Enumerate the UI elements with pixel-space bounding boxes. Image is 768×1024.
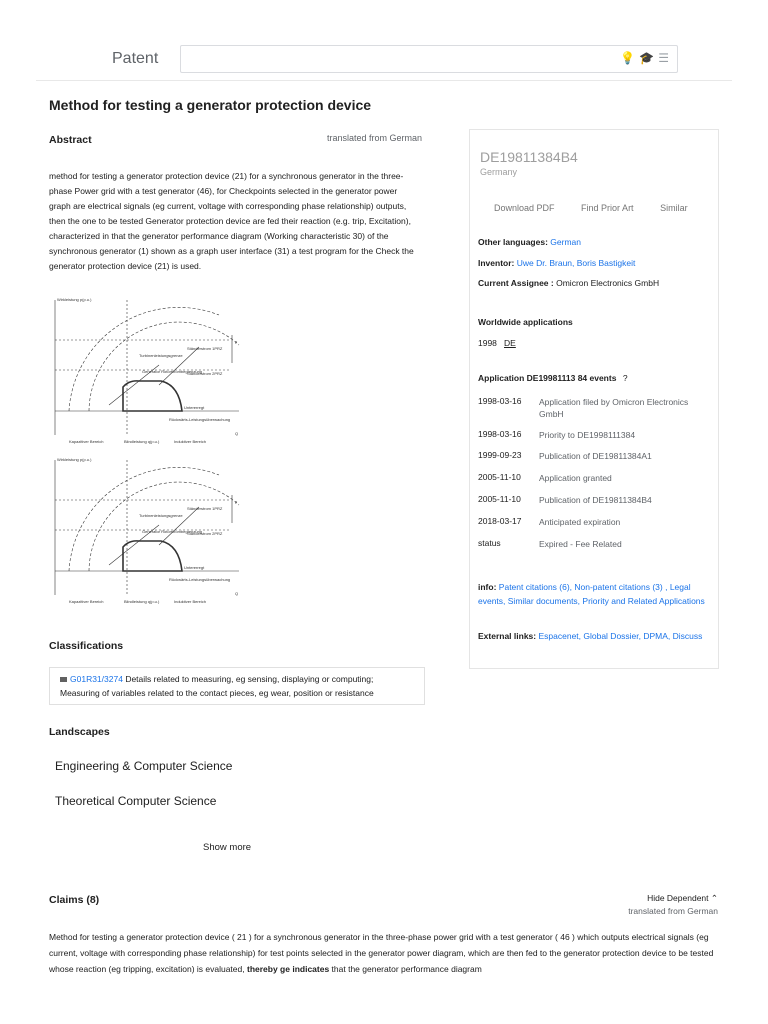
claims-heading: Claims (8) [49, 894, 100, 906]
inventor-link[interactable]: Uwe Dr. Braun, Boris Bastigkeit [516, 258, 636, 268]
action-links [494, 203, 712, 213]
fig1-x-right: Induktiver Bereich [174, 439, 207, 444]
fig2-axis-p: p [235, 499, 238, 504]
event-date: 2005-11-10 [478, 494, 521, 504]
landscapes-heading: Landscapes [49, 726, 110, 738]
external-links[interactable]: Espacenet, Global Dossier, DPMA, Discuss [538, 631, 703, 641]
info-row [478, 580, 710, 608]
header-divider [36, 80, 732, 81]
patent-country: Germany [480, 167, 518, 177]
app-logo[interactable]: Patent [112, 50, 159, 67]
inventor-label: Inventor: [478, 258, 515, 268]
event-date: 1999-09-23 [478, 450, 522, 460]
classification-description: Details related to measuring, eg sensing, displaying or computing; Measuring of variables related to the contact pieces, eg wear, position or resistance [60, 674, 374, 698]
event-date: 2005-11-10 [478, 472, 521, 482]
other-languages-row [478, 237, 581, 247]
event-text: Publication of DE19811384B4 [539, 495, 652, 505]
fig1-reverse: Rückwärts-Leistungsüberwachung [169, 417, 231, 422]
hide-dependent-toggle[interactable]: Hide Dependent ⌃ [647, 893, 718, 903]
claims-text-part: that the generator performance diagram [329, 964, 482, 974]
event-text: Anticipated expiration [539, 517, 621, 527]
fig2-y-title: Wirkleistung p(p.u.) [57, 457, 92, 462]
status-label: status [478, 538, 501, 548]
fig2-stator: Ständerstrom 1PRZ [187, 506, 223, 511]
fig1-turbine: Turbinenleistungsgrenze [139, 353, 183, 358]
patent-info-panel [469, 129, 719, 669]
fig1-underexc: Untererregt [184, 405, 205, 410]
event-text: Publication of DE19811384A1 [539, 451, 652, 461]
worldwide-year: 1998 [478, 338, 497, 348]
fig1-rotor: Generator Rotorstrombegrenzung [142, 369, 203, 374]
search-input[interactable] [180, 45, 678, 73]
similar-button[interactable]: Similar [660, 203, 688, 213]
external-links-label: External links: [478, 631, 537, 641]
external-links-row [478, 629, 710, 643]
landscape-item: Engineering & Computer Science [55, 759, 233, 773]
event-text: Application granted [539, 473, 612, 483]
worldwide-heading [478, 317, 573, 327]
other-languages-link[interactable]: German [550, 237, 581, 247]
worldwide-row [478, 338, 516, 348]
download-pdf-button[interactable]: Download PDF [494, 203, 555, 213]
fig2-stator2: Ständerstrom 2PRZ [187, 531, 223, 536]
assignee-label: Current Assignee : [478, 278, 554, 288]
fig2-x-left: Kapazitiver Bereich [69, 599, 104, 604]
top-bar [0, 0, 768, 80]
classification-item [49, 667, 425, 705]
patent-number: DE19811384B4 [480, 149, 578, 165]
fig1-axis-q: Q [235, 431, 239, 436]
patent-figure-2 [49, 455, 245, 605]
event-text: Application filed by Omicron Electronics GmbH [539, 397, 689, 419]
claims-translated-note: translated from German [628, 906, 718, 916]
worldwide-country-link[interactable]: DE [504, 338, 516, 348]
fig1-axis-p: p [235, 339, 238, 344]
page-title: Method for testing a generator protection device [49, 97, 372, 113]
assignee-row [478, 278, 659, 288]
lightbulb-icon[interactable]: 💡 [620, 51, 636, 65]
worldwide-label: Worldwide applications [478, 317, 573, 327]
fig1-x-left: Kapazitiver Bereich [69, 439, 104, 444]
info-links[interactable]: Patent citations (6), Non-patent citations (3) , Legal events, Similar documents, Priority and Related Applications [478, 582, 705, 606]
tune-icon[interactable]: ☰ [658, 51, 669, 65]
fig2-turbine: Turbinenleistungsgrenze [139, 513, 183, 518]
other-languages-label: Other languages: [478, 237, 548, 247]
scholar-icon[interactable]: 🎓 [639, 51, 655, 65]
events-heading [478, 373, 628, 383]
claims-text-bold: thereby ge indicates [246, 964, 330, 974]
abstract-heading: Abstract [49, 134, 92, 146]
fig2-x-mid: Blindleistung q(p.u.) [124, 599, 160, 604]
fig2-x-right: Induktiver Bereich [174, 599, 207, 604]
fig2-reverse: Rückwärts-Leistungsüberwachung [169, 577, 231, 582]
inventor-row [478, 258, 635, 268]
patent-figure-1 [49, 295, 245, 445]
assignee-value: Omicron Electronics GmbH [556, 278, 660, 288]
events-label: Application DE19981113 84 events [478, 373, 617, 383]
classifications-heading: Classifications [49, 640, 124, 652]
status-value: Expired - Fee Related [539, 539, 622, 549]
event-date: 1998-03-16 [478, 429, 522, 439]
abstract-text: method for testing a generator protection device (21) for a synchronous generator in the three-phase Power grid with a test generator (46), for Checkpoints selected in the generator power graph are electrical signals (eg current, voltage with corresponding phase relationship) outputs, then the one to be tested Generator protection device are fed their reaction (e.g. trip, Excitation), characterized in that the generator performance diagram (Working characteristic 30) of the synchronous generator (1) shown as a graph user interface (31) a test program for the Check the generator protection device (21) is used. [49, 171, 414, 271]
help-icon[interactable]: ? [622, 373, 628, 383]
fig1-stator: Ständerstrom 1PRZ [187, 346, 223, 351]
show-more-button[interactable]: Show more [203, 842, 252, 853]
fig1-stator2: Ständerstrom 2PRZ [187, 371, 223, 376]
event-text: Priority to DE1998111384 [539, 430, 636, 440]
find-prior-art-button[interactable]: Find Prior Art [581, 203, 634, 213]
fig2-underexc: Untererregt [184, 565, 205, 570]
landscape-item: Theoretical Computer Science [55, 794, 217, 808]
abstract-translated-note: translated from German [327, 133, 423, 143]
fig1-y-title: Wirkleistung p(p.u.) [57, 297, 92, 302]
event-date: 1998-03-16 [478, 396, 522, 406]
classification-code-link[interactable]: G01R31/3274 [70, 674, 123, 684]
fig1-x-mid: Blindleistung q(p.u.) [124, 439, 160, 444]
claims-text-part: Method for testing a generator protection device ( 21 ) for a synchronous generator in the three-phase power grid with a test generator ( 46 ) which outputs electrical signals (eg current, voltage with corresponding phase relationship) for test points selected in the generator power diagram, which are then fed to the generator protection device to be tested whose reaction (eg tripping, excitation) is evaluated, [49, 932, 714, 974]
claims-text [49, 929, 719, 977]
fig2-rotor: Generator Rotorstrombegrenzung [142, 529, 203, 534]
event-date: 2018-03-17 [478, 516, 522, 526]
fig2-axis-q: Q [235, 591, 239, 596]
info-label: info: [478, 582, 497, 592]
classification-bullet-icon [60, 677, 67, 682]
